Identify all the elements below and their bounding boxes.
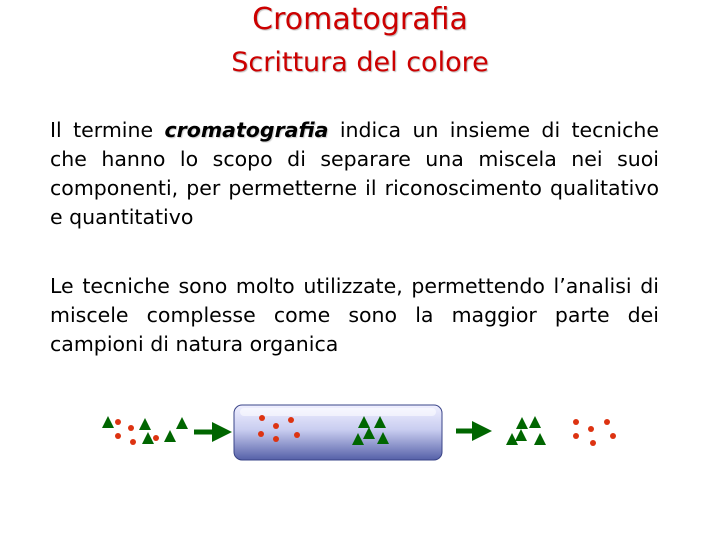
red-dot-icon [573,433,579,439]
red-dot-icon [588,426,594,432]
green-triangle-icon [515,429,527,441]
red-dot-icon [259,415,265,421]
green-triangle-icon [176,417,188,429]
red-dot-icon [294,432,300,438]
emphasized-term: cromatografia [164,118,329,142]
mixture-group [102,416,188,445]
separation-diagram [0,395,720,475]
green-triangle-icon [142,432,154,444]
usage-paragraph: Le tecniche sono molto utilizzate, permettendo l’analisi di miscele complesse come sono la maggior parte dei campioni di natura organica [50,274,659,356]
red-dot-icon [604,419,610,425]
green-triangle-icon [516,417,528,429]
red-dot-icon [273,436,279,442]
definition-text-start: Il termine [50,118,165,142]
page-title: Cromatografia [252,2,468,37]
red-dot-icon [288,417,294,423]
red-dot-icon [610,433,616,439]
green-triangle-icon [139,418,151,430]
red-dot-icon [273,423,279,429]
red-dot-icon [258,431,264,437]
definition-paragraph [50,116,659,232]
red-dot-icon [115,419,121,425]
separated-triangles [506,416,546,445]
red-dot-icon [153,435,159,441]
red-dot-icon [128,425,134,431]
red-dot-icon [573,419,579,425]
green-triangle-icon [164,430,176,442]
red-dot-icon [590,440,596,446]
separated-dots [573,419,616,446]
green-triangle-icon [102,416,114,428]
page-subtitle: Scrittura del colore [231,47,489,78]
red-dot-icon [115,433,121,439]
definition-text-end: indica un insieme di tecniche che hanno lo scopo di separare una miscela nei suoi componenti, per permetterne il riconoscimento qualitativo e quantitativo [50,118,659,229]
green-triangle-icon [534,433,546,445]
chromatography-column [234,405,442,460]
red-dot-icon [130,439,136,445]
green-triangle-icon [529,416,541,428]
